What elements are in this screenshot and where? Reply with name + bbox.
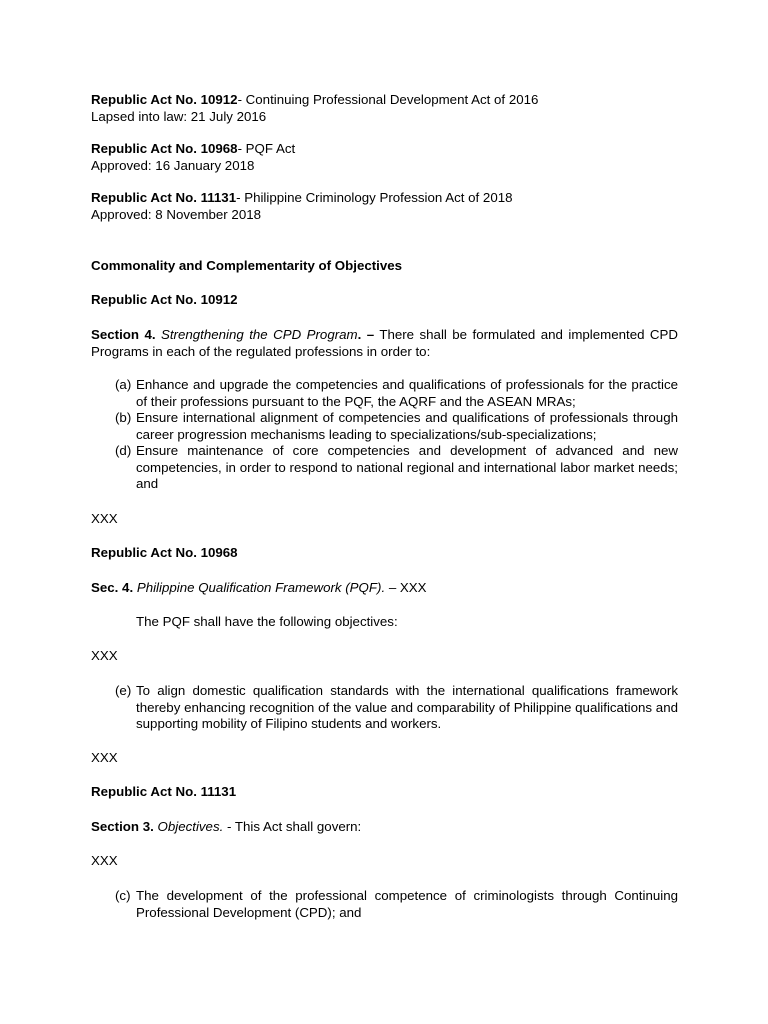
act-status: Approved: 16 January 2018 xyxy=(91,157,255,173)
ra10968-section xyxy=(91,580,678,597)
section-text: - This Act shall govern: xyxy=(223,819,362,834)
act-status: Lapsed into law: 21 July 2016 xyxy=(91,108,267,124)
section-title: Strengthening the CPD Program xyxy=(160,327,358,342)
section-title: Objectives. xyxy=(157,819,224,834)
section-label: Sec. 4. xyxy=(91,580,134,595)
list-item-text: The development of the professional competence of criminologists through Continuing Professional Development (CPD); and xyxy=(136,888,678,920)
list-marker: (d) xyxy=(115,443,132,458)
list-item-a xyxy=(115,377,678,410)
ra10968-title xyxy=(91,545,678,562)
section-text: – XXX xyxy=(385,580,427,595)
act-description: - PQF Act xyxy=(237,141,296,156)
ra-title: Republic Act No. 10912 xyxy=(91,292,238,307)
list-item-text: Enhance and upgrade the competencies and qualifications of professionals for the practice of their professions pursuant to the PQF, the AQRF and the ASEAN MRAs; xyxy=(136,377,678,409)
act-title: Republic Act No. 10968 xyxy=(91,141,238,156)
pqf-intro: The PQF shall have the following objectives: xyxy=(136,614,398,629)
act-description: - Philippine Criminology Profession Act of 2018 xyxy=(236,190,513,205)
section-title: Philippine Qualification Framework (PQF). xyxy=(136,580,386,595)
ra11131-section xyxy=(91,819,678,836)
act-status: Approved: 8 November 2018 xyxy=(91,206,262,222)
list-item-c xyxy=(115,888,678,921)
list-marker: (e) xyxy=(115,683,132,698)
ra-title: Republic Act No. 10968 xyxy=(91,545,238,560)
list-item-d xyxy=(115,443,678,493)
omitted-marker: XXX xyxy=(91,750,118,765)
act-title: Republic Act No. 11131 xyxy=(91,190,237,205)
section-heading xyxy=(91,258,678,275)
omitted-marker: XXX xyxy=(91,853,118,868)
act-entry-11131 xyxy=(91,190,678,223)
list-marker: (c) xyxy=(115,888,131,903)
ra10912-section xyxy=(91,327,678,360)
list-item-text: Ensure maintenance of core competencies and development of advanced and new competencies, in order to respond to national regional and international labor market needs; and xyxy=(136,443,678,491)
section-text: There shall be formulated and implemented CPD Programs in each of the regulated professions in order to: xyxy=(91,327,678,359)
omitted-marker: XXX xyxy=(91,648,118,663)
act-title: Republic Act No. 10912 xyxy=(91,92,238,107)
heading-text: Commonality and Complementarity of Objectives xyxy=(91,258,403,273)
section-label: Section 3. xyxy=(91,819,154,834)
list-marker: (a) xyxy=(115,377,132,392)
list-item-e xyxy=(115,683,678,733)
act-entry-10912 xyxy=(91,92,678,125)
ra11131-title xyxy=(91,784,678,801)
ra-title: Republic Act No. 11131 xyxy=(91,784,237,799)
ra10912-title xyxy=(91,292,678,309)
omitted-marker: XXX xyxy=(91,511,118,526)
section-dash: – xyxy=(361,327,375,342)
list-marker: (b) xyxy=(115,410,132,425)
list-item-text: Ensure international alignment of competencies and qualifications of professionals through career progression mechanisms leading to specializations/sub-specializations; xyxy=(136,410,678,442)
list-item-b xyxy=(115,410,678,443)
act-entry-10968 xyxy=(91,141,678,174)
act-description: - Continuing Professional Development Act of 2016 xyxy=(237,92,539,107)
section-label: Section 4. xyxy=(91,327,156,342)
section-dot: . xyxy=(357,327,362,342)
list-item-text: To align domestic qualification standards with the international qualifications framework thereby enhancing recognition of the value and comparability of Philippine qualifications and supporting mobility of Filipino students and workers. xyxy=(136,683,678,731)
